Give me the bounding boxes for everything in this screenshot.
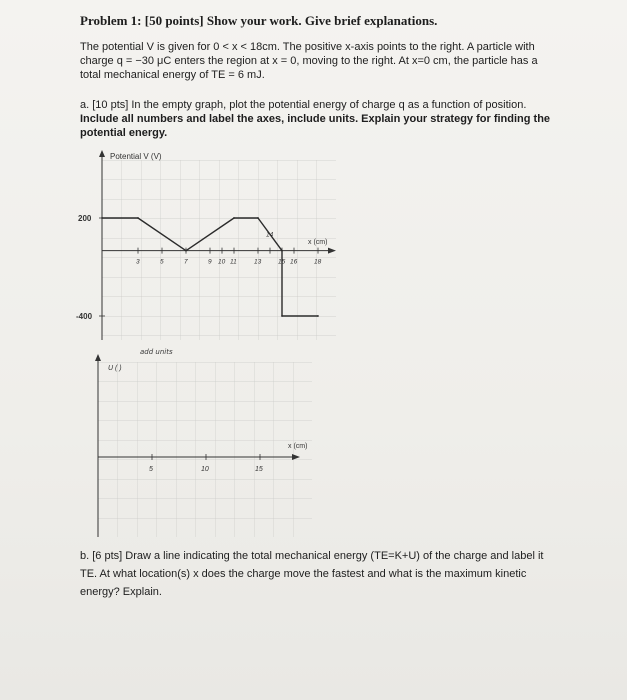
graph1-y-tick-label: -400	[76, 312, 93, 321]
graph1-y-label: Potential V (V)	[110, 152, 162, 161]
potential-data-point	[101, 217, 103, 219]
graph2-grid	[98, 362, 312, 537]
part-b-line-1: b. [6 pts] Draw a line indicating the total mechanical energy (TE=K+U) of the charge and label it	[80, 550, 544, 562]
graph2-x-tick-label: 10	[201, 466, 209, 473]
problem-title: Problem 1: [50 points] Show your work. Give brief explanations.	[80, 13, 438, 28]
graph1-x-tick-label: 10	[218, 258, 226, 266]
graph2-x-tick-label: 5	[149, 466, 153, 473]
graph1-y-arrow-icon	[99, 150, 105, 157]
graph1-y-tick-label: 200	[78, 214, 92, 223]
graph1-x-tick-label: 9	[208, 258, 212, 266]
graph1-x-tick-label: 13	[254, 258, 262, 266]
potential-data-point	[233, 217, 235, 219]
graph1-x-tick-label: 7	[184, 258, 188, 266]
potential-data-point	[317, 315, 319, 317]
potential-data-point	[281, 315, 283, 317]
graph1-grid	[102, 160, 336, 340]
potential-data-point	[281, 250, 283, 252]
graph1-x-tick-label: 18	[314, 258, 322, 266]
graph1-x-tick-label: 3	[136, 258, 140, 266]
graph2-y-arrow-icon	[95, 354, 101, 361]
intro-line-2: charge q = −30 μC enters the region at x = 0, moving to the right. At x=0 cm, the particle has a	[80, 55, 538, 67]
intro-line-1: The potential V is given for 0 < x < 18cm. The positive x-axis points to the right. A particle with	[80, 41, 535, 53]
intro-line-3: total mechanical energy of TE = 6 mJ.	[80, 69, 265, 81]
graph2-x-tick-label: 15	[255, 466, 263, 473]
part-a-line-1: a. [10 pts] In the empty graph, plot the potential energy of charge q as a function of position.	[80, 99, 527, 111]
graph1-x-tick-label: 5	[160, 258, 164, 266]
potential-graph	[70, 150, 370, 350]
graph1-x-tick-label: 15	[278, 258, 286, 266]
graph1-x-tick-label: 16	[290, 258, 298, 266]
part-b-line-3: energy? Explain.	[80, 586, 162, 598]
potential-data-point	[137, 217, 139, 219]
part-b-line-2: TE. At what location(s) x does the charge move the fastest and what is the maximum kinetic	[80, 568, 527, 580]
graph2-x-label: x (cm)	[288, 443, 308, 450]
part-a-line-2: Include all numbers and label the axes, include units. Explain your strategy for finding the	[80, 113, 551, 125]
part-a-line-3: potential energy.	[80, 127, 168, 139]
graph2-y-label: U ( )	[108, 365, 122, 372]
potential-energy-graph	[88, 352, 328, 542]
potential-data-point	[185, 250, 187, 252]
graph1-x-tick-label: 11	[230, 258, 237, 266]
graph2-note: add units	[140, 348, 173, 356]
potential-data-point	[257, 217, 259, 219]
graph1-x-tick-label: 14	[266, 231, 274, 239]
graph1-x-label: x (cm)	[308, 239, 328, 246]
